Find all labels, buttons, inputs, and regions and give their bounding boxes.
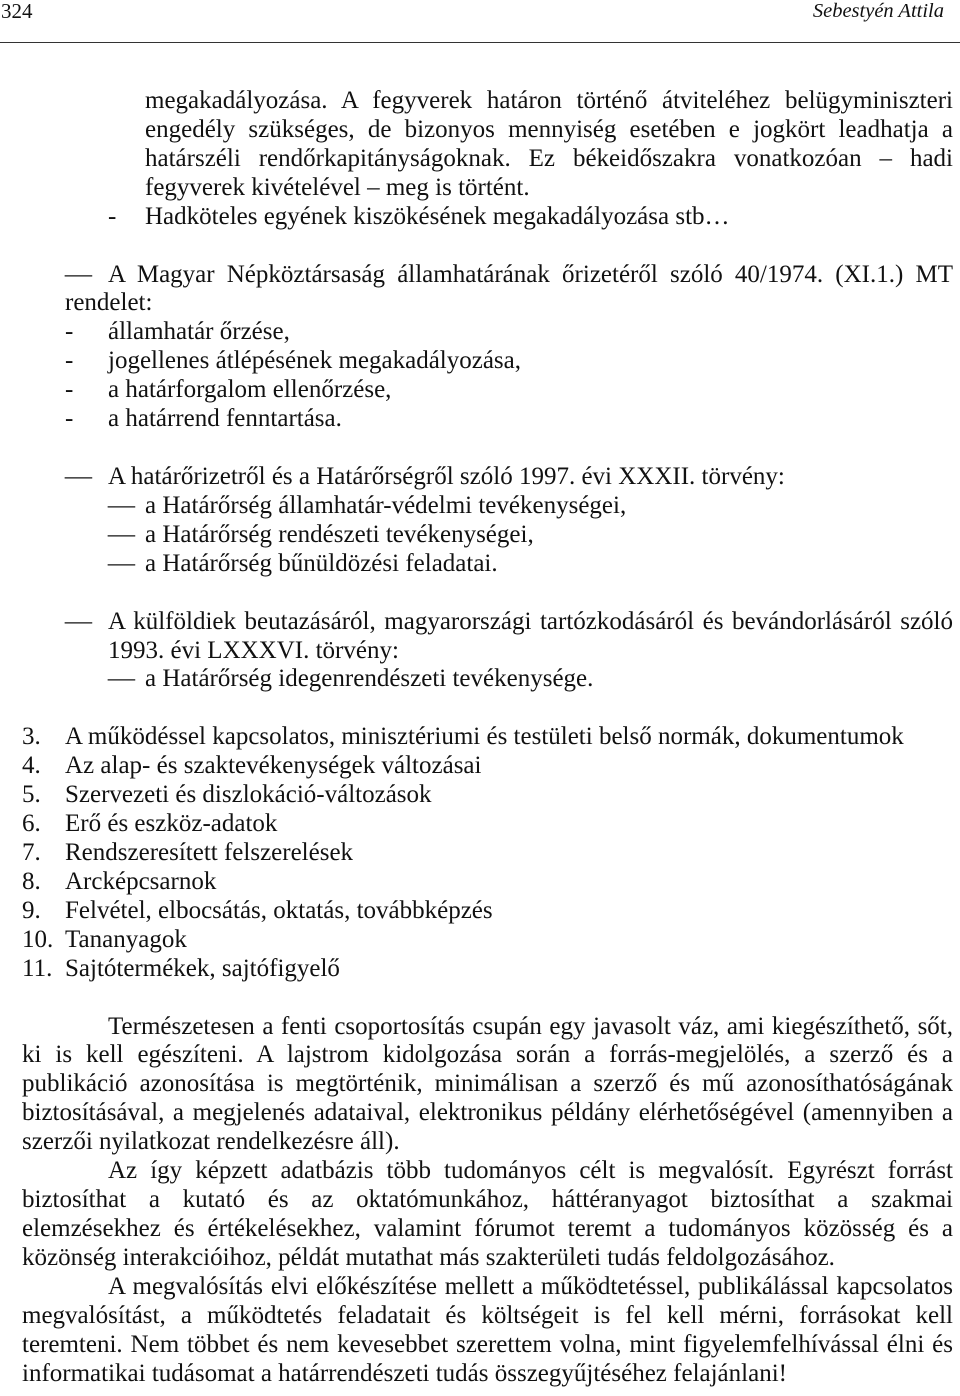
regulation-2 <box>0 463 960 579</box>
sub-item <box>0 376 960 405</box>
sub-item-text: a határrend fenntartása. <box>108 405 342 433</box>
blank-line <box>0 694 960 723</box>
dash-bullet: – <box>108 491 135 519</box>
regulation-title: A Magyar Népköztársaság államhatárának őrizetéről szóló 40/1974. (XI.1.) MT <box>108 260 953 288</box>
hyphen-bullet: - <box>65 376 74 404</box>
list-item <box>0 897 960 926</box>
list-number: 10. <box>22 925 54 953</box>
list-item-text: Rendszeresített felszerelések <box>65 838 354 866</box>
paragraph-line: közönség interakcióihoz, példát mutathat más szakterületi tudás feldolgozásához. <box>22 1243 835 1271</box>
blank-line <box>0 434 960 463</box>
paragraph-line: A megvalósítás elvi előkészítése mellett a működtetéssel, publikálással kapcsolatos <box>108 1272 953 1300</box>
regulation-title-line <box>0 608 960 637</box>
sub-item <box>0 521 960 550</box>
page-number: 324 <box>1 0 33 23</box>
paragraph-line: biztosításával, a megjelenés adataival, elektronikus példány elérhetőségével (amennyiben a <box>22 1099 953 1127</box>
hyphen-bullet: - <box>108 202 117 230</box>
list-number: 9. <box>22 896 41 924</box>
paragraph-line: megvalósítást, a működtetés feladatait és költségeit is fel kell mérni, forrásokat kell <box>22 1301 953 1329</box>
paragraph-line: teremteni. Nem többet és nem kevesebbet szerettem volna, mint figyelemfelhívással élni és <box>22 1330 953 1358</box>
paragraph-line: ki is kell egészíteni. A lajstrom kidolgozása során a forrás-megjelölés, a szerző és a <box>22 1041 953 1069</box>
paragraph-line: szerzői nyilatkozat rendelkezésre áll). <box>22 1128 400 1156</box>
paragraph-2 <box>0 1157 960 1273</box>
paragraph-1 <box>0 1013 960 1158</box>
list-number: 4. <box>22 752 41 780</box>
paragraph-line: biztosíthat a kutató és az oktatómunkához, háttéranyagot biztosíthat a szakmai <box>22 1186 953 1214</box>
list-item <box>0 955 960 984</box>
numbered-list <box>0 723 960 983</box>
list-number: 11. <box>22 954 53 982</box>
list-item <box>0 868 960 897</box>
list-number: 6. <box>22 810 41 838</box>
text-line: határszéli rendőrkapitányságoknak. Ez békeidőszakra vonatkozóan – hadi <box>145 144 953 172</box>
dash-bullet: – <box>65 260 92 288</box>
list-number: 8. <box>22 867 41 895</box>
paragraph-3 <box>0 1273 960 1389</box>
list-item-text: Erő és eszköz-adatok <box>65 810 278 838</box>
header-rule <box>0 42 960 43</box>
sub-item-text: jogellenes átlépésének megakadályozása, <box>108 347 522 375</box>
bullet-text: Hadköteles egyének kiszökésének megakadályozása stb… <box>145 202 730 230</box>
regulation-title-line <box>0 261 960 290</box>
list-item <box>0 723 960 752</box>
list-item <box>0 810 960 839</box>
list-item-text: Tananyagok <box>65 925 187 953</box>
list-item <box>0 781 960 810</box>
paragraph-line: publikáció azonosítása is megtörténik, minimálisan a szerző és mű azonosíthatóságának <box>22 1070 953 1098</box>
sub-item-text: a határforgalom ellenőrzése, <box>108 376 392 404</box>
paragraph-line: informatikai tudásomat a határrendészeti tudás összegyűjtéséhez felajánlani! <box>22 1359 787 1387</box>
sub-item <box>0 665 960 694</box>
list-item <box>0 839 960 868</box>
list-item-text: Arcképcsarnok <box>65 867 217 895</box>
sub-item <box>0 318 960 347</box>
bullet-item <box>0 203 960 232</box>
blank-line <box>0 984 960 1013</box>
dash-bullet: – <box>108 549 135 577</box>
text-line: engedély szükséges, de bizonyos mennyiség esetében e jogkört leadhatja a <box>145 115 953 143</box>
hyphen-bullet: - <box>65 347 74 375</box>
hyphen-bullet: - <box>65 318 74 346</box>
paragraph-line: elemzésekhez és értékelésekhez, valamint fórumot teremt a tudományos közösség és a <box>22 1214 953 1242</box>
hyphen-bullet: - <box>65 405 74 433</box>
sub-item-text: a Határőrség rendészeti tevékenységei, <box>145 520 534 548</box>
list-item-text: Az alap- és szaktevékenységek változásai <box>65 752 482 780</box>
regulation-3 <box>0 608 960 695</box>
list-number: 3. <box>22 723 41 751</box>
intro-continuation <box>0 87 960 232</box>
regulation-1 <box>0 261 960 435</box>
regulation-title-line: rendelet: <box>65 289 153 317</box>
sub-item-text: a Határőrség bűnüldözési feladatai. <box>145 549 498 577</box>
blank-line <box>0 232 960 261</box>
text-line: megakadályozása. A fegyverek határon történő átviteléhez belügyminiszteri <box>145 87 953 114</box>
list-item-text: Szervezeti és diszlokáció-változások <box>65 781 432 809</box>
regulation-title: A külföldiek beutazásáról, magyarországi tartózkodásáról és bevándorlásáról szóló <box>108 607 953 635</box>
regulation-title-line: 1993. évi LXXXVI. törvény: <box>108 636 399 664</box>
list-item <box>0 926 960 955</box>
sub-item-text: a Határőrség államhatár-védelmi tevékenységei, <box>145 491 627 519</box>
text-line: fegyverek kivételével – meg is történt. <box>145 173 530 201</box>
sub-item-text: államhatár őrzése, <box>108 318 290 346</box>
regulation-title: A határőrizetről és a Határőrségről szóló 1997. évi XXXII. törvény: <box>108 462 785 490</box>
dash-bullet: – <box>108 520 135 548</box>
list-number: 7. <box>22 838 41 866</box>
list-item-text: Sajtótermékek, sajtófigyelő <box>65 954 340 982</box>
list-item-text: A működéssel kapcsolatos, minisztériumi és testületi belső normák, dokumentumok <box>65 723 904 751</box>
paragraph-line: Természetesen a fenti csoportosítás csupán egy javasolt váz, ami kiegészíthető, sőt, <box>108 1012 953 1040</box>
page-body <box>0 87 960 1388</box>
dash-bullet: – <box>65 607 92 635</box>
dash-bullet: – <box>65 462 92 490</box>
sub-item <box>0 405 960 434</box>
running-header-author: Sebestyén Attila <box>812 0 944 22</box>
list-number: 5. <box>22 781 41 809</box>
sub-item <box>0 347 960 376</box>
blank-line <box>0 579 960 608</box>
list-item <box>0 752 960 781</box>
list-item-text: Felvétel, elbocsátás, oktatás, továbbképzés <box>65 896 493 924</box>
dash-bullet: – <box>108 665 135 693</box>
sub-item <box>0 550 960 579</box>
sub-item-text: a Határőrség idegenrendészeti tevékenysége. <box>145 665 594 693</box>
paragraph-line: Az így képzett adatbázis több tudományos célt is megvalósít. Egyrészt forrást <box>108 1157 953 1185</box>
sub-item <box>0 492 960 521</box>
regulation-title-line <box>0 463 960 492</box>
